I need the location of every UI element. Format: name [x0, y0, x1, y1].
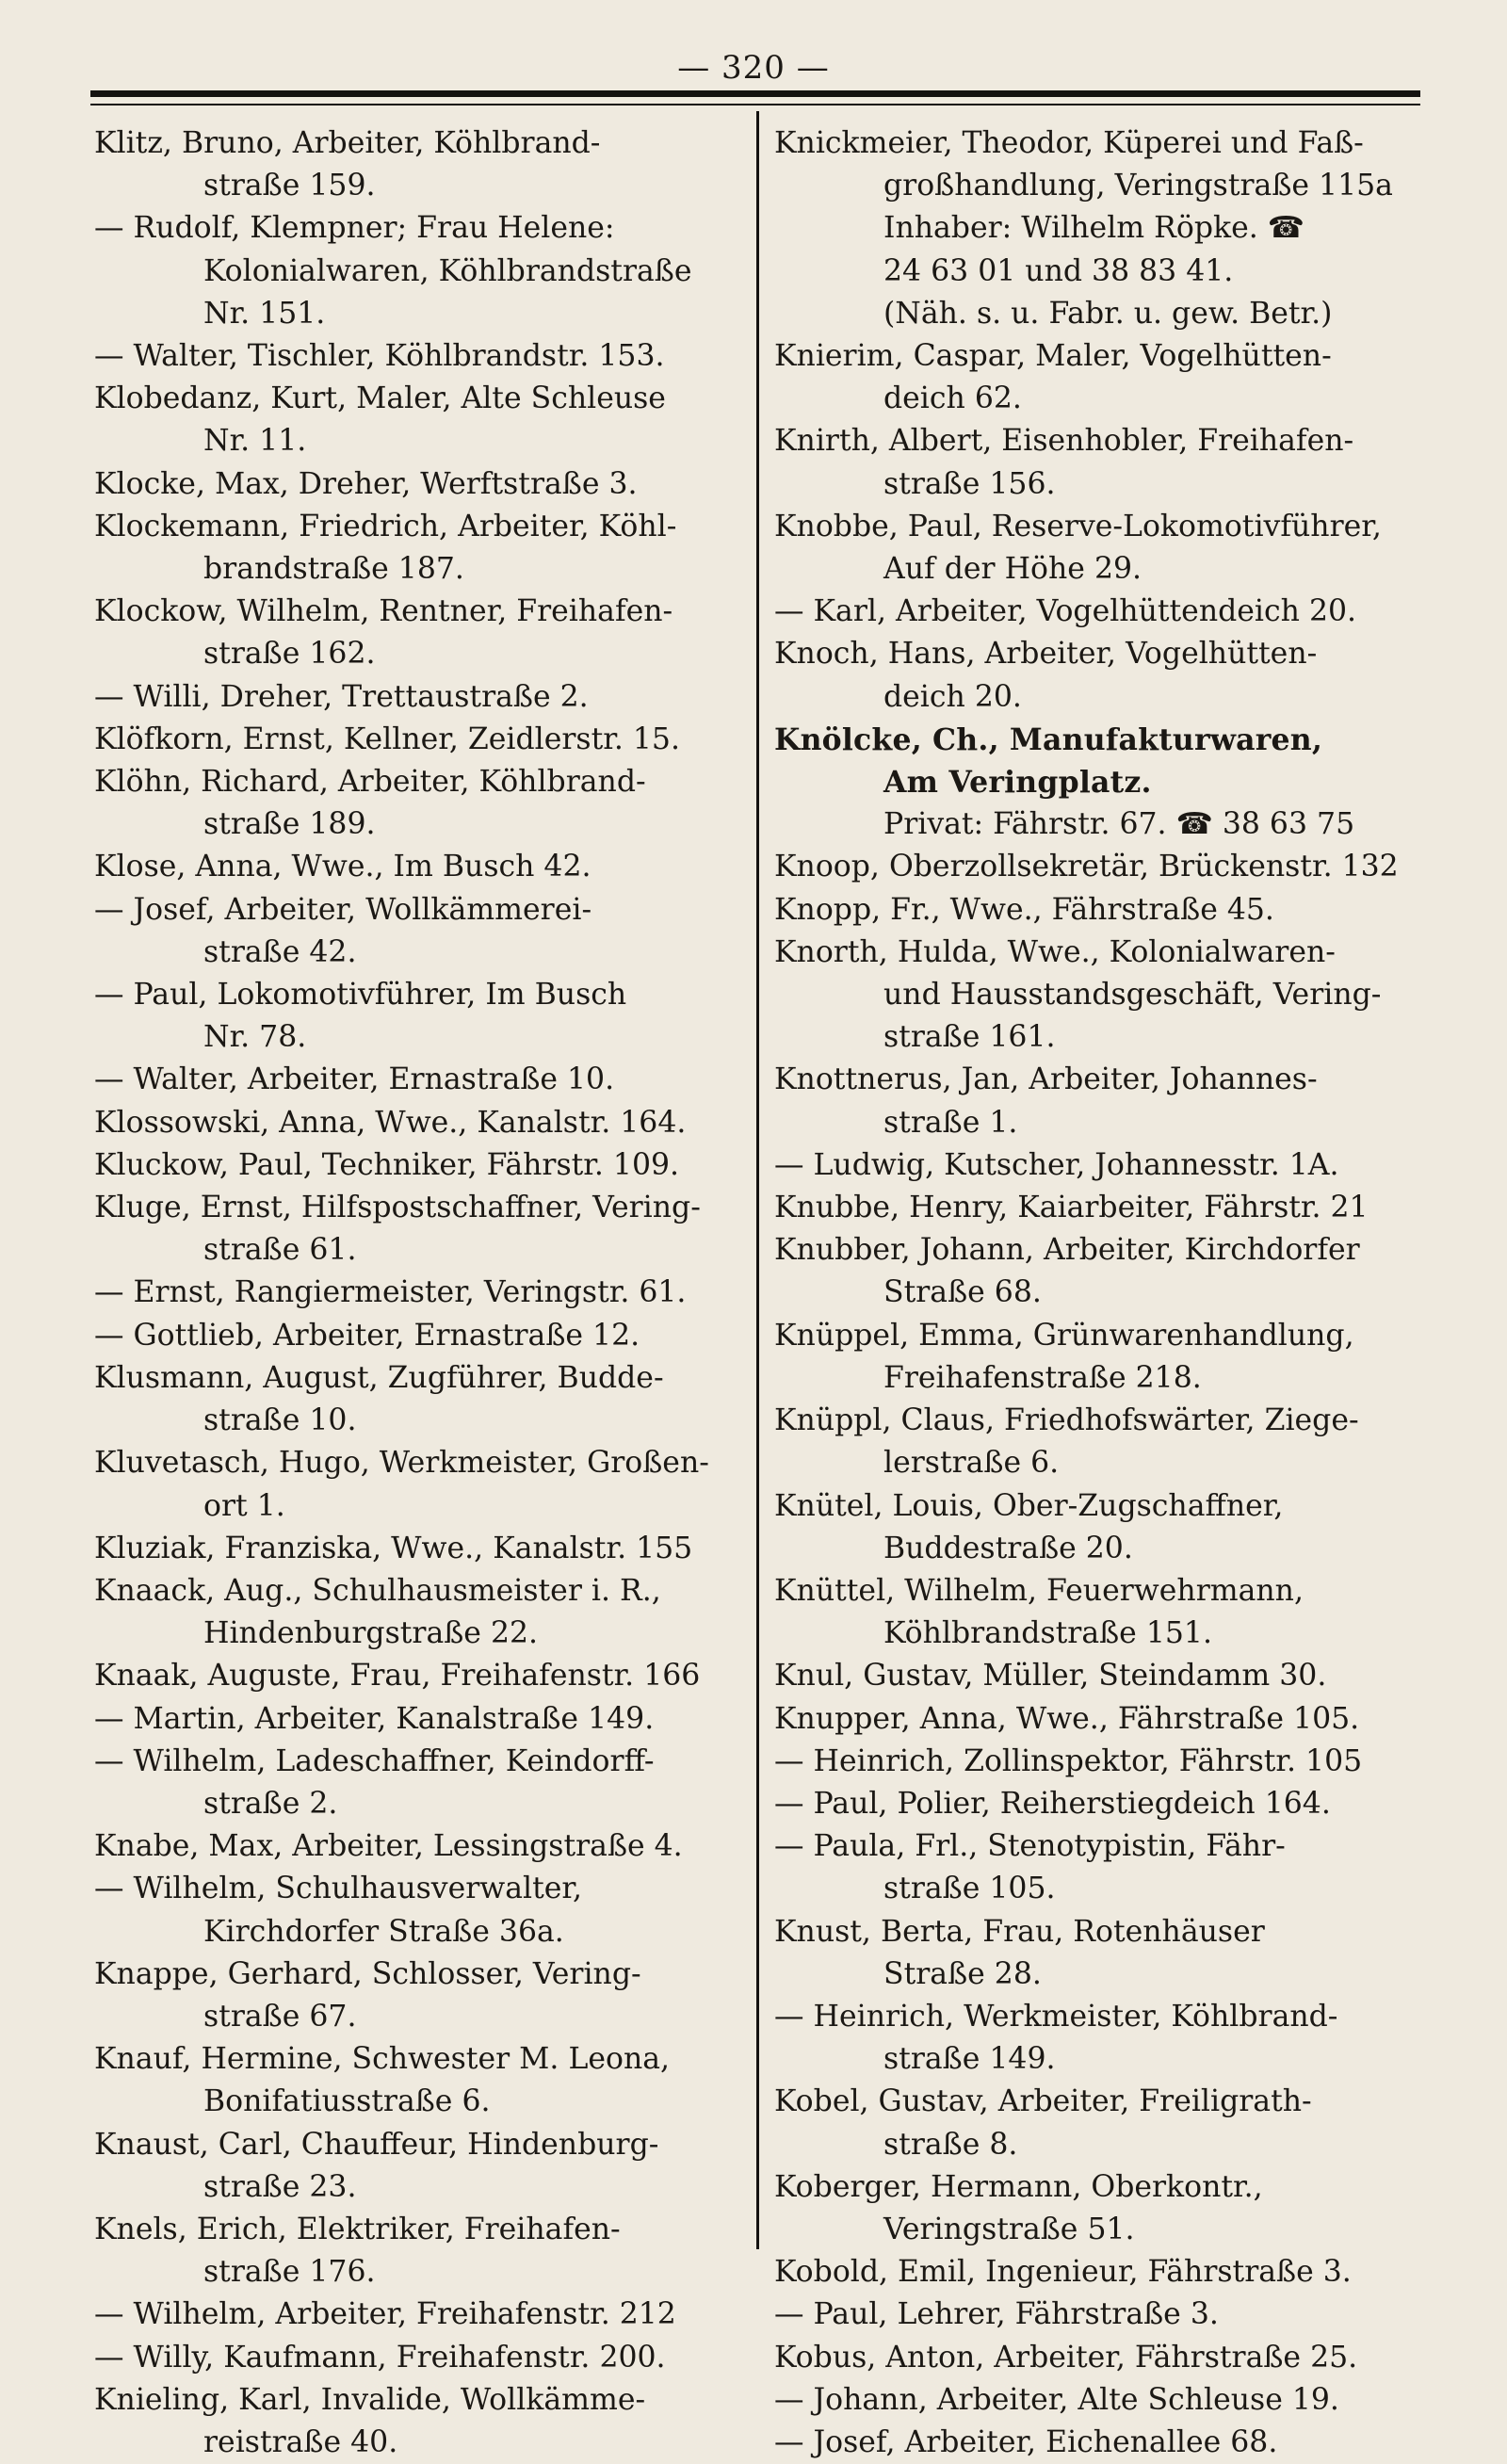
entry-continuation: Nr. 11.	[203, 424, 307, 459]
entry-line: — Martin, Arbeiter, Kanalstraße 149.	[94, 1701, 655, 1736]
directory-entry	[774, 2294, 1438, 2336]
directory-entry	[94, 889, 744, 974]
directory-entry	[774, 420, 1438, 505]
directory-entry	[94, 122, 744, 207]
entry-continuation: deich 20.	[883, 679, 1022, 714]
entry-line: — Walter, Tischler, Köhlbrandstr. 153.	[94, 339, 665, 374]
directory-entry	[774, 591, 1438, 633]
column-divider	[756, 111, 759, 2249]
entry-line: Knierim, Caspar, Maler, Vogelhütten-	[774, 339, 1332, 374]
directory-entry	[94, 1528, 744, 1570]
entry-continuation: Veringstraße 51.	[883, 2212, 1135, 2246]
entry-continuation: Köhlbrandstraße 151.	[883, 1616, 1212, 1651]
entry-line: Knauf, Hermine, Schwester M. Leona,	[94, 2042, 671, 2077]
entry-continuation: Kolonialwaren, Köhlbrandstraße	[203, 253, 692, 288]
entry-line: Knieling, Karl, Invalide, Wollkämme-	[94, 2382, 646, 2417]
entry-continuation: Bonifatiusstraße 6.	[203, 2084, 491, 2119]
entry-line: Knul, Gustav, Müller, Steindamm 30.	[774, 1659, 1327, 1694]
directory-entry	[94, 506, 744, 591]
directory-entry	[774, 506, 1438, 591]
entry-line: — Josef, Arbeiter, Wollkämmerei-	[94, 892, 592, 927]
entry-continuation: straße 67.	[203, 1999, 357, 2034]
entry-line: Knirth, Albert, Eisenhobler, Freihafen-	[774, 424, 1354, 459]
entry-continuation: straße 8.	[883, 2127, 1018, 2162]
entry-line: Knorth, Hulda, Wwe., Kolonialwaren-	[774, 934, 1336, 969]
entry-line: Knupper, Anna, Wwe., Fährstraße 105.	[774, 1701, 1360, 1736]
entry-continuation: großhandlung, Veringstraße 115a	[883, 169, 1393, 203]
entry-line: Klockow, Wilhelm, Rentner, Freihafen-	[94, 594, 673, 629]
entry-line: Koberger, Hermann, Oberkontr.,	[774, 2169, 1263, 2204]
directory-entry	[94, 2294, 744, 2336]
entry-line: — Johann, Arbeiter, Alte Schleuse 19.	[774, 2382, 1339, 2417]
entry-continuation: straße 176.	[203, 2255, 376, 2290]
entry-line: Kluvetasch, Hugo, Werkmeister, Großen-	[94, 1446, 709, 1481]
entry-continuation: straße 23.	[203, 2169, 357, 2204]
directory-entry	[94, 1272, 744, 1314]
directory-entry	[774, 633, 1438, 718]
entry-continuation: 24 63 01 und 38 83 41.	[883, 253, 1234, 288]
entry-continuation: straße 105.	[883, 1872, 1056, 1906]
entry-line: Knaak, Auguste, Frau, Freihafenstr. 166	[94, 1659, 701, 1694]
entry-line: — Karl, Arbeiter, Vogelhüttendeich 20.	[774, 594, 1357, 629]
directory-entry	[774, 2251, 1438, 2294]
entry-continuation: Nr. 151.	[203, 296, 326, 331]
directory-entry	[774, 1783, 1438, 1825]
directory-entry	[94, 1315, 744, 1357]
entry-line: — Heinrich, Werkmeister, Köhlbrand-	[774, 1999, 1338, 2034]
entry-line: — Ludwig, Kutscher, Johannesstr. 1A.	[774, 1147, 1339, 1182]
entry-line: Kluckow, Paul, Techniker, Fährstr. 109.	[94, 1147, 680, 1182]
entry-continuation: lerstraße 6.	[883, 1446, 1060, 1481]
directory-entry	[774, 1144, 1438, 1187]
entry-line: Knölcke, Ch., Manufakturwaren,	[774, 721, 1323, 757]
entry-line: Knubber, Johann, Arbeiter, Kirchdorfer	[774, 1233, 1360, 1268]
entry-line: Knickmeier, Theodor, Küperei und Faß-	[774, 126, 1364, 160]
left-column	[94, 122, 744, 2464]
directory-entry	[94, 1655, 744, 1697]
entry-line: Knopp, Fr., Wwe., Fährstraße 45.	[774, 892, 1274, 927]
entry-continuation: straße 161.	[883, 1020, 1056, 1055]
entry-line: Klobedanz, Kurt, Maler, Alte Schleuse	[94, 381, 666, 416]
directory-entry	[94, 2124, 744, 2209]
entry-continuation: (Näh. s. u. Fabr. u. gew. Betr.)	[883, 296, 1333, 331]
entry-continuation: straße 61.	[203, 1233, 357, 1268]
directory-entry	[774, 1315, 1438, 1400]
entry-line: — Josef, Arbeiter, Eichenallee 68.	[774, 2424, 1278, 2459]
entry-line: Klöfkorn, Ernst, Kellner, Zeidlerstr. 15.	[94, 721, 680, 756]
directory-entry	[774, 2081, 1438, 2165]
entry-continuation: Hindenburgstraße 22.	[203, 1616, 539, 1651]
entry-line: Klockemann, Friedrich, Arbeiter, Köhl-	[94, 509, 677, 543]
directory-entry	[774, 1485, 1438, 1570]
directory-entry	[774, 1400, 1438, 1484]
entry-line: Klusmann, August, Zugführer, Budde-	[94, 1360, 664, 1395]
entry-continuation: straße 149.	[883, 2042, 1056, 2077]
entry-line: Knüppl, Claus, Friedhofswärter, Ziege-	[774, 1403, 1359, 1438]
entry-line: — Rudolf, Klempner; Frau Helene:	[94, 211, 615, 246]
entry-line: — Wilhelm, Ladeschaffner, Keindorff-	[94, 1743, 655, 1778]
entry-continuation: straße 10.	[203, 1403, 357, 1438]
entry-continuation: straße 159.	[203, 169, 376, 203]
directory-entry	[94, 719, 744, 761]
entry-continuation: deich 62.	[883, 381, 1022, 416]
entry-line: Klossowski, Anna, Wwe., Kanalstr. 164.	[94, 1105, 687, 1140]
entry-continuation: straße 42.	[203, 934, 357, 969]
entry-line: Kluziak, Franziska, Wwe., Kanalstr. 155	[94, 1531, 693, 1565]
directory-entry	[774, 1229, 1438, 1314]
entry-line: Knütel, Louis, Ober-Zugschaffner,	[774, 1488, 1284, 1523]
directory-entry	[774, 335, 1438, 420]
entry-line: Kobold, Emil, Ingenieur, Fährstraße 3.	[774, 2255, 1352, 2290]
entry-line: Knaust, Carl, Chauffeur, Hindenburg-	[94, 2127, 659, 2162]
directory-entry	[94, 378, 744, 462]
entry-line: — Heinrich, Zollinspektor, Fährstr. 105	[774, 1743, 1363, 1778]
entry-continuation: Auf der Höhe 29.	[883, 552, 1142, 587]
entry-continuation: straße 2.	[203, 1786, 338, 1821]
directory-entry	[774, 1059, 1438, 1143]
directory-entry	[94, 1442, 744, 1527]
directory-entry	[94, 2209, 744, 2294]
directory-entry	[774, 719, 1438, 847]
entry-line: Knabe, Max, Arbeiter, Lessingstraße 4.	[94, 1829, 683, 1864]
entry-line: — Willi, Dreher, Trettaustraße 2.	[94, 679, 589, 714]
entry-continuation: Privat: Fährstr. 67. ☎ 38 63 75	[883, 807, 1355, 842]
entry-line: Knaack, Aug., Schulhausmeister i. R.,	[94, 1573, 661, 1608]
directory-entry	[774, 846, 1438, 888]
directory-entry	[774, 2379, 1438, 2422]
entry-continuation: straße 1.	[883, 1105, 1018, 1140]
entry-line: Knubbe, Henry, Kaiarbeiter, Fährstr. 21	[774, 1191, 1369, 1225]
directory-entry	[94, 1868, 744, 1953]
directory-entry	[94, 1187, 744, 1272]
entry-continuation: Nr. 78.	[203, 1020, 307, 1055]
directory-entry	[774, 1570, 1438, 1655]
entry-line: — Wilhelm, Arbeiter, Freihafenstr. 212	[94, 2297, 676, 2332]
directory-entry	[94, 1102, 744, 1144]
directory-entry	[94, 1144, 744, 1187]
entry-line: Klose, Anna, Wwe., Im Busch 42.	[94, 850, 591, 884]
entry-line: Klocke, Max, Dreher, Werftstraße 3.	[94, 466, 638, 501]
directory-entry	[774, 2337, 1438, 2379]
entry-line: Knoch, Hans, Arbeiter, Vogelhütten-	[774, 637, 1318, 672]
header-rule-thin	[90, 104, 1420, 105]
directory-entry	[774, 2422, 1438, 2464]
entry-continuation: Freihafenstraße 218.	[883, 1360, 1202, 1395]
directory-entry	[774, 1187, 1438, 1229]
directory-entry	[774, 1698, 1438, 1741]
directory-entry	[94, 2038, 744, 2123]
entry-continuation: straße 189.	[203, 807, 376, 842]
directory-entry	[774, 1996, 1438, 2081]
entry-continuation: reistraße 40.	[203, 2424, 398, 2459]
directory-entry	[94, 591, 744, 675]
entry-continuation: Kirchdorfer Straße 36a.	[203, 1914, 564, 1949]
entry-line: — Paula, Frl., Stenotypistin, Fähr-	[774, 1829, 1286, 1864]
entry-line: Kluge, Ernst, Hilfspostschaffner, Vering-	[94, 1191, 701, 1225]
directory-entry	[94, 676, 744, 719]
entry-continuation: Straße 28.	[883, 1956, 1042, 1991]
entry-line: Kobus, Anton, Arbeiter, Fährstraße 25.	[774, 2340, 1358, 2375]
directory-entry	[774, 1741, 1438, 1783]
entry-line: Knottnerus, Jan, Arbeiter, Johannes-	[774, 1062, 1318, 1097]
directory-entry	[94, 1698, 744, 1741]
entry-line: — Gottlieb, Arbeiter, Ernastraße 12.	[94, 1318, 640, 1353]
entry-line: Knüppel, Emma, Grünwarenhandlung,	[774, 1318, 1354, 1353]
entry-line: — Wilhelm, Schulhausverwalter,	[94, 1872, 582, 1906]
entry-line: Knüttel, Wilhelm, Feuerwehrmann,	[774, 1573, 1304, 1608]
entry-line: — Paul, Lokomotivführer, Im Busch	[94, 978, 627, 1013]
header-rule-thick	[90, 90, 1420, 97]
directory-entry	[774, 932, 1438, 1060]
entry-continuation: straße 156.	[883, 466, 1056, 501]
entry-line: Klöhn, Richard, Arbeiter, Köhlbrand-	[94, 765, 646, 800]
entry-line: — Paul, Lehrer, Fährstraße 3.	[774, 2297, 1219, 2332]
entry-line: Knobbe, Paul, Reserve-Lokomotivführer,	[774, 509, 1382, 543]
directory-entry	[774, 1825, 1438, 1910]
entry-line: Klitz, Bruno, Arbeiter, Köhlbrand-	[94, 126, 601, 160]
entry-continuation: ort 1.	[203, 1488, 285, 1523]
entry-continuation: Am Veringplatz.	[883, 765, 1152, 801]
directory-entry	[774, 2166, 1438, 2251]
directory-entry	[94, 463, 744, 506]
entry-continuation: Buddestraße 20.	[883, 1531, 1133, 1565]
directory-entry	[94, 761, 744, 846]
entry-line: — Willy, Kaufmann, Freihafenstr. 200.	[94, 2340, 666, 2375]
entry-continuation: und Hausstandsgeschäft, Vering-	[883, 978, 1382, 1013]
entry-line: Knust, Berta, Frau, Rotenhäuser	[774, 1914, 1265, 1949]
directory-entry	[774, 122, 1438, 335]
entry-line: Knoop, Oberzollsekretär, Brückenstr. 132	[774, 850, 1399, 884]
directory-entry	[94, 1357, 744, 1442]
entry-continuation: Inhaber: Wilhelm Röpke. ☎	[883, 211, 1304, 246]
right-column	[774, 122, 1438, 2464]
entry-line: — Paul, Polier, Reiherstiegdeich 164.	[774, 1786, 1331, 1821]
directory-entry	[94, 1953, 744, 2038]
directory-entry	[94, 2337, 744, 2379]
directory-entry	[94, 974, 744, 1059]
directory-entry	[94, 1570, 744, 1655]
entry-continuation: straße 162.	[203, 637, 376, 672]
directory-entry	[94, 207, 744, 335]
directory-entry	[94, 846, 744, 888]
directory-entry	[774, 1911, 1438, 1996]
page-number: — 320 —	[677, 49, 830, 87]
directory-entry	[774, 889, 1438, 932]
directory-entry	[94, 1825, 744, 1868]
directory-entry	[94, 2379, 744, 2464]
entry-line: Knappe, Gerhard, Schlosser, Vering-	[94, 1956, 641, 1991]
directory-entry	[94, 1741, 744, 1825]
entry-line: Kobel, Gustav, Arbeiter, Freiligrath-	[774, 2084, 1312, 2119]
entry-line: — Walter, Arbeiter, Ernastraße 10.	[94, 1062, 615, 1097]
entry-continuation: Straße 68.	[883, 1275, 1042, 1310]
entry-line: Knels, Erich, Elektriker, Freihafen-	[94, 2212, 621, 2246]
directory-entry	[94, 335, 744, 378]
directory-entry	[774, 1655, 1438, 1697]
entry-continuation: brandstraße 187.	[203, 552, 464, 587]
directory-entry	[94, 1059, 744, 1101]
entry-line: — Ernst, Rangiermeister, Veringstr. 61.	[94, 1275, 687, 1310]
